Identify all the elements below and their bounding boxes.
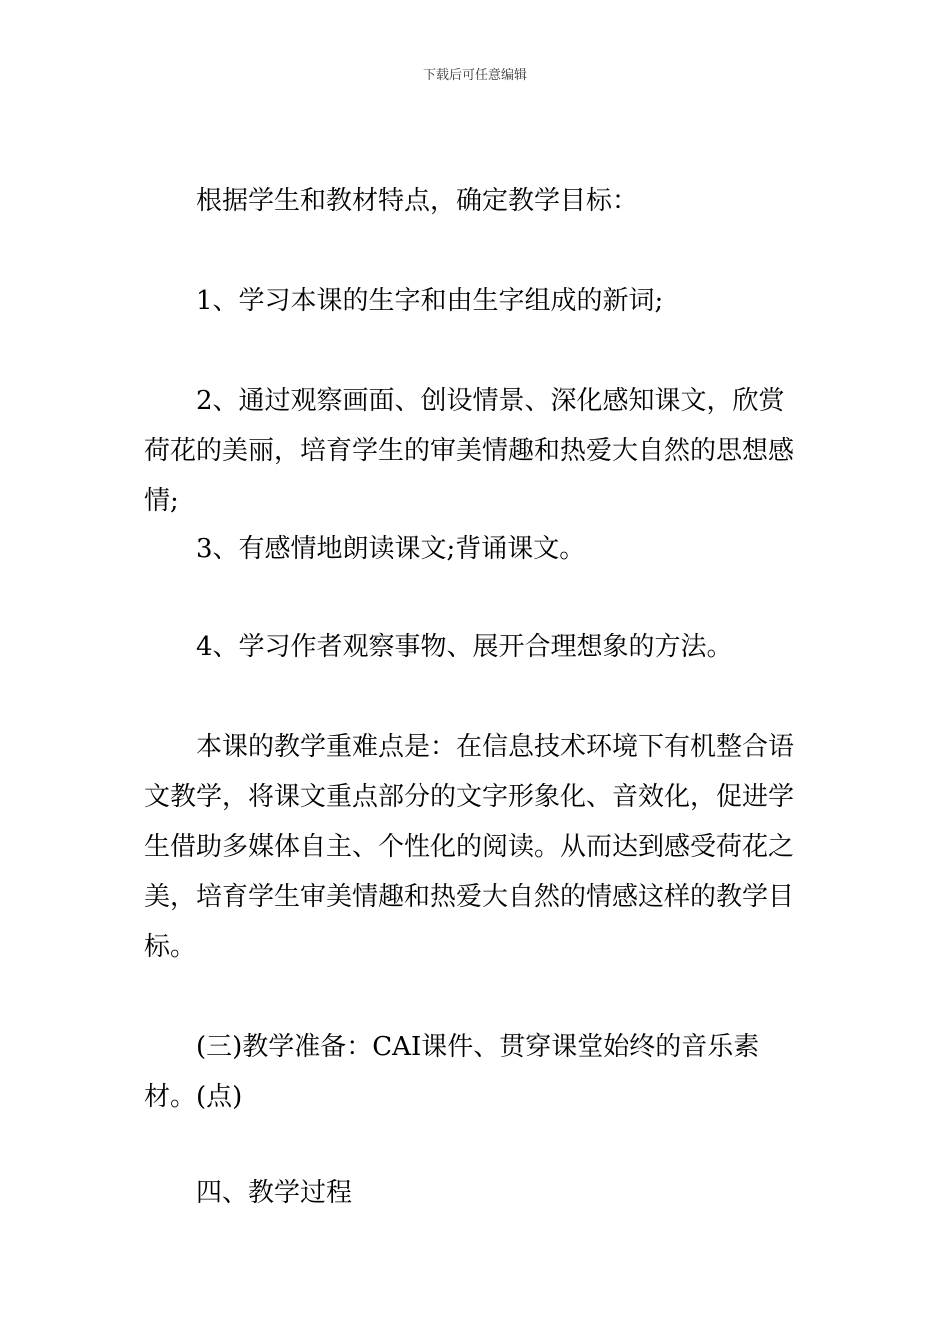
paragraph: (三)教学准备：CAI课件、贯穿课堂始终的音乐素材。(点): [144, 1032, 760, 1112]
paragraph-objectives-intro: [144, 176, 808, 226]
page-header: 下载后可任意编辑: [422, 68, 527, 83]
paragraph: 根据学生和教材特点，确定教学目标：: [196, 186, 639, 216]
paragraph-objective-1: [144, 276, 808, 326]
paragraph: 1、学习本课的生字和由生字组成的新词;: [196, 286, 664, 316]
paragraph-teaching-preparation: [144, 1022, 808, 1122]
paragraph: 3、有感情地朗读课文;背诵课文。: [196, 534, 586, 564]
paragraph-objective-2: [144, 376, 808, 526]
paragraph-objective-4: [144, 622, 808, 672]
paragraph: 4、学习作者观察事物、展开合理想象的方法。: [196, 632, 733, 662]
paragraph: 四、教学过程: [196, 1178, 353, 1208]
paragraph-key-difficulties: [144, 722, 808, 972]
section-heading-teaching-process: [144, 1168, 808, 1218]
paragraph-objective-3: [144, 524, 808, 574]
paragraph: 2、通过观察画面、创设情景、深化感知课文，欣赏荷花的美丽，培育学生的审美情趣和热爱大自然的思想感情;: [144, 386, 795, 516]
paragraph: 本课的教学重难点是：在信息技术环境下有机整合语文教学，将课文重点部分的文字形象化、音效化，促进学生借助多媒体自主、个性化的阅读。从而达到感受荷花之美，培育学生审美情趣和热爱大自然的情感这样的教学目标。: [144, 732, 795, 962]
